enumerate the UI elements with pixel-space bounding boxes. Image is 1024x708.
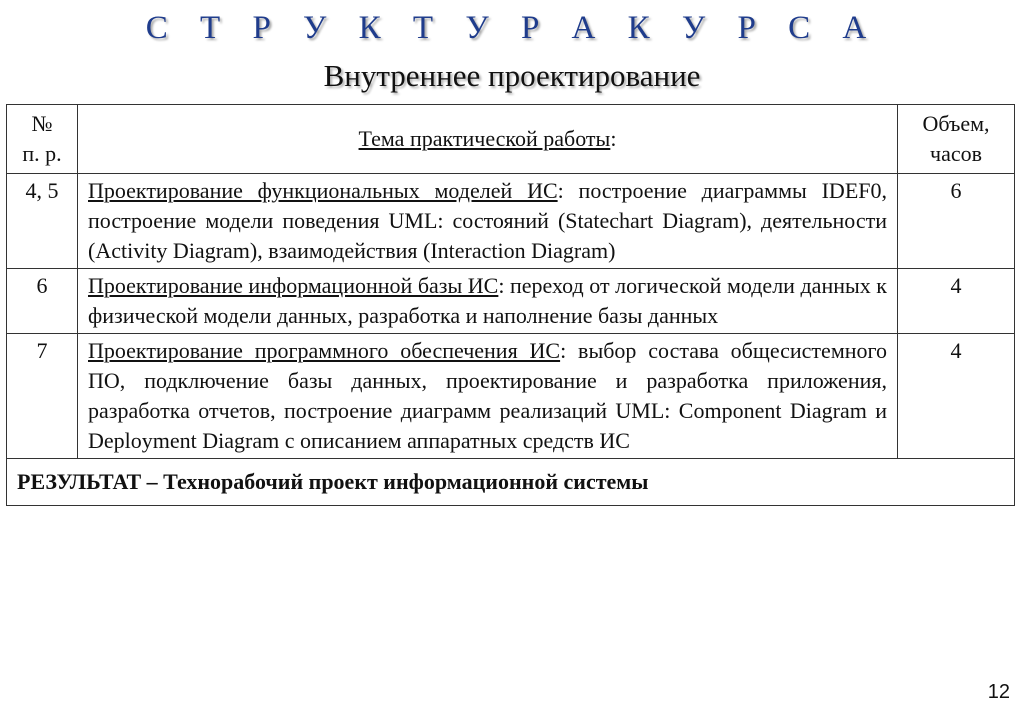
header-num-cell: [7, 105, 78, 174]
table-header-row: [7, 105, 1015, 174]
row-topic: [78, 269, 898, 334]
header-topic-cell: [78, 105, 898, 174]
row-num: 7: [7, 334, 78, 459]
row-topic-text: : построение диаграммы IDEF0, построение модели поведения UML: состояний (Statechart Diagram), деятельности (Activity Diagram), взаимодействия (Interaction Diagram): [88, 178, 887, 263]
row-num: 6: [7, 269, 78, 334]
row-topic: [78, 174, 898, 269]
row-topic-title: Проектирование программного обеспечения ИС: [88, 338, 561, 363]
course-structure-table: [6, 104, 1015, 506]
header-topic-label: Тема практической работы: [358, 126, 611, 151]
table-row: [7, 269, 1015, 334]
row-hours: 4: [898, 269, 1015, 334]
header-num-line1: №: [31, 111, 53, 136]
header-num-line2: п. р.: [22, 141, 62, 166]
header-hours-cell: [898, 105, 1015, 174]
result-cell: РЕЗУЛЬТАТ – Технорабочий проект информационной системы: [7, 459, 1015, 506]
header-hours-line2: часов: [930, 141, 982, 166]
row-hours: 6: [898, 174, 1015, 269]
row-topic-text: : выбор состава общесистемного ПО, подключение базы данных, проектирование и разработка приложения, разработка отчетов, построение диаграмм реализаций UML: Component Diagram и Deployment Diagram с описанием аппаратных средств ИС: [88, 338, 887, 453]
row-num: 4, 5: [7, 174, 78, 269]
table-row: [7, 174, 1015, 269]
row-topic: [78, 334, 898, 459]
page-number: 12: [987, 681, 1010, 703]
row-hours: 4: [898, 334, 1015, 459]
row-topic-title: Проектирование информационной базы ИС: [88, 273, 499, 298]
row-topic-title: Проектирование функциональных моделей ИС: [88, 178, 558, 203]
table-row: [7, 334, 1015, 459]
header-topic-suffix: :: [610, 126, 617, 151]
header-hours-line1: Объем,: [922, 111, 990, 136]
table-result-row: [7, 459, 1015, 506]
row-topic-text: : переход от логической модели данных к физической модели данных, разработка и наполнение базы данных: [88, 273, 887, 328]
slide-subtitle: Внутреннее проектирование: [323, 58, 701, 93]
slide-title: С Т Р У К Т У Р А К У Р С А: [145, 10, 879, 46]
